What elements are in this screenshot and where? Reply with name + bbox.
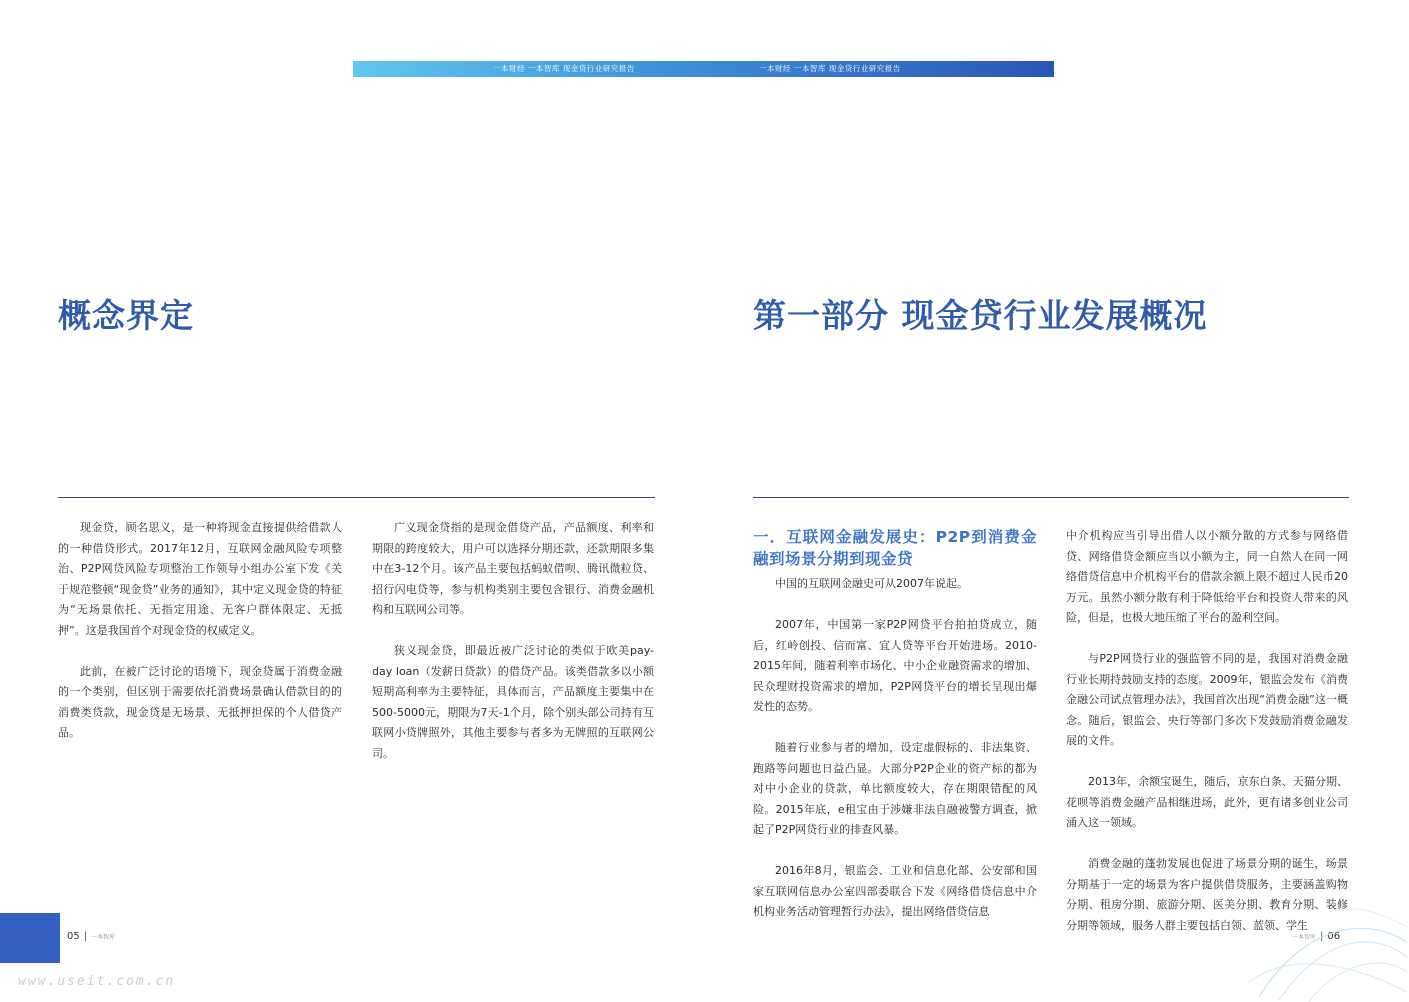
paragraph: 与P2P网贷行业的强监管不同的是，我国对消费金融行业长期持鼓励支持的态度。2009年，银监会发布《消费金融公司试点管理办法》，我国首次出现“消费金融”这一概念。随后，银监会、央行等部门多次下发鼓励消费金融发展的文件。 <box>1066 652 1348 747</box>
right-page-title: 第一部分 现金贷行业发展概况 <box>753 296 1208 335</box>
left-column-2 <box>372 518 654 764</box>
paragraph: 2007年，中国第一家P2P网贷平台拍拍贷成立，随后，红岭创投、信而富、宜人贷等平台开始进场。2010-2015年间，随着利率市场化、中小企业融资需求的增加、民众理财投资需求的增加，P2P网贷平台的增长呈现出爆发性的态势。 <box>753 618 1037 713</box>
paragraph: 消费金融的蓬勃发展也促进了场景分期的诞生，场景分期基于一定的场景为客户提供借贷服务，主要涵盖购物分期、租房分期、旅游分期、医美分期、教育分期、装修分期等领域，服务人群主要包括白领、蓝领、学生 <box>1066 857 1348 932</box>
paragraph: 随着行业参与者的增加，设定虚假标的、非法集资、跑路等问题也日益凸显。大部分P2P企业的资产标的都为对中小企业的贷款，单比额度较大，存在期限错配的风险。2015年底，e租宝由于涉嫌非法自融被警方调查，掀起了P2P网贷行业的排查风暴。 <box>753 741 1037 836</box>
decorative-swirl <box>1239 872 1409 1002</box>
paragraph: 狭义现金贷，即最近被广泛讨论的类似于欧美pay-day loan（发薪日贷款）的借贷产品。该类借款多以小额短期高利率为主要特征，具体而言，产品额度主要集中在500-5000元，期限为7天-1个月，除个别头部公司持有互联网小贷牌照外，其他主要参与者多为无牌照的互联网公司。 <box>372 644 654 760</box>
paragraph: 2016年8月，银监会、工业和信息化部、公安部和国家互联网信息办公室四部委联合下发《网络借贷信息中介机构业务活动管理暂行办法》，提出网络借贷信息 <box>753 864 1037 918</box>
left-page-title: 概念界定 <box>58 296 194 335</box>
header-bar <box>353 61 1054 77</box>
left-page-number: 05 | 一本智库 <box>67 931 116 942</box>
left-column-1 <box>58 518 342 744</box>
page-number: 05 <box>67 931 80 942</box>
corner-block <box>0 913 60 963</box>
paragraph: 此前，在被广泛讨论的语境下，现金贷属于消费金融的一个类别，但区别于需要依托消费场景确认借款目的的消费类贷款，现金贷是无场景、无抵押担保的个人借贷产品。 <box>58 664 342 739</box>
footer-label: 一本智库 <box>1292 934 1317 941</box>
right-divider <box>753 497 1349 498</box>
paragraph: 中介机构应当引导出借人以小额分散的方式参与网络借贷、网络借贷金额应当以小额为主，同一自然人在同一网络借贷信息中介机构平台的借款余额上限不超过人民币20万元。虽然小额分散有利于降低给平台和投资人带来的风险，但是，也极大地压缩了平台的盈利空间。 <box>1066 529 1348 624</box>
watermark: www.useit.com.cn <box>18 974 176 989</box>
paragraph: 中国的互联网金融史可从2007年说起。 <box>775 577 968 590</box>
header-caption-right: 一本财经 一本智库 现金贷行业研究报告 <box>759 64 901 73</box>
right-page-number: 一本智库 | 06 <box>1292 931 1341 942</box>
paragraph: 现金贷，顾名思义，是一种将现金直接提供给借款人的一种借贷形式。2017年12月，互联网金融风险专项整治、P2P网贷风险专项整治工作领导小组办公室下发《关于规范整顿“现金贷”业务的通知》，其中定义现金贷的特征为“无场景依托、无指定用途、无客户群体限定、无抵押”。这是我国首个对现金贷的权威定义。 <box>58 521 342 637</box>
left-divider <box>58 497 655 498</box>
right-column-1 <box>753 526 1037 923</box>
header-caption-left: 一本财经 一本智库 现金贷行业研究报告 <box>493 64 635 73</box>
section-heading: 一．互联网金融发展史：P2P到消费金融到场景分期到现金贷 <box>753 528 1037 568</box>
footer-label: 一本智库 <box>91 934 116 941</box>
page-number: 06 <box>1327 931 1341 942</box>
paragraph: 2013年，余额宝诞生，随后，京东白条、天猫分期、花呗等消费金融产品相继进场，此外，更有诸多创业公司涌入这一领域。 <box>1066 775 1348 829</box>
paragraph: 广义现金贷指的是现金借贷产品，产品额度、利率和期限的跨度较大，用户可以选择分期还款，还款期限多集中在3-12个月。该产品主要包括蚂蚁借呗、腾讯微粒贷、招行闪电贷等，参与机构类别主要包含银行、消费金融机构和互联网公司等。 <box>372 521 654 616</box>
